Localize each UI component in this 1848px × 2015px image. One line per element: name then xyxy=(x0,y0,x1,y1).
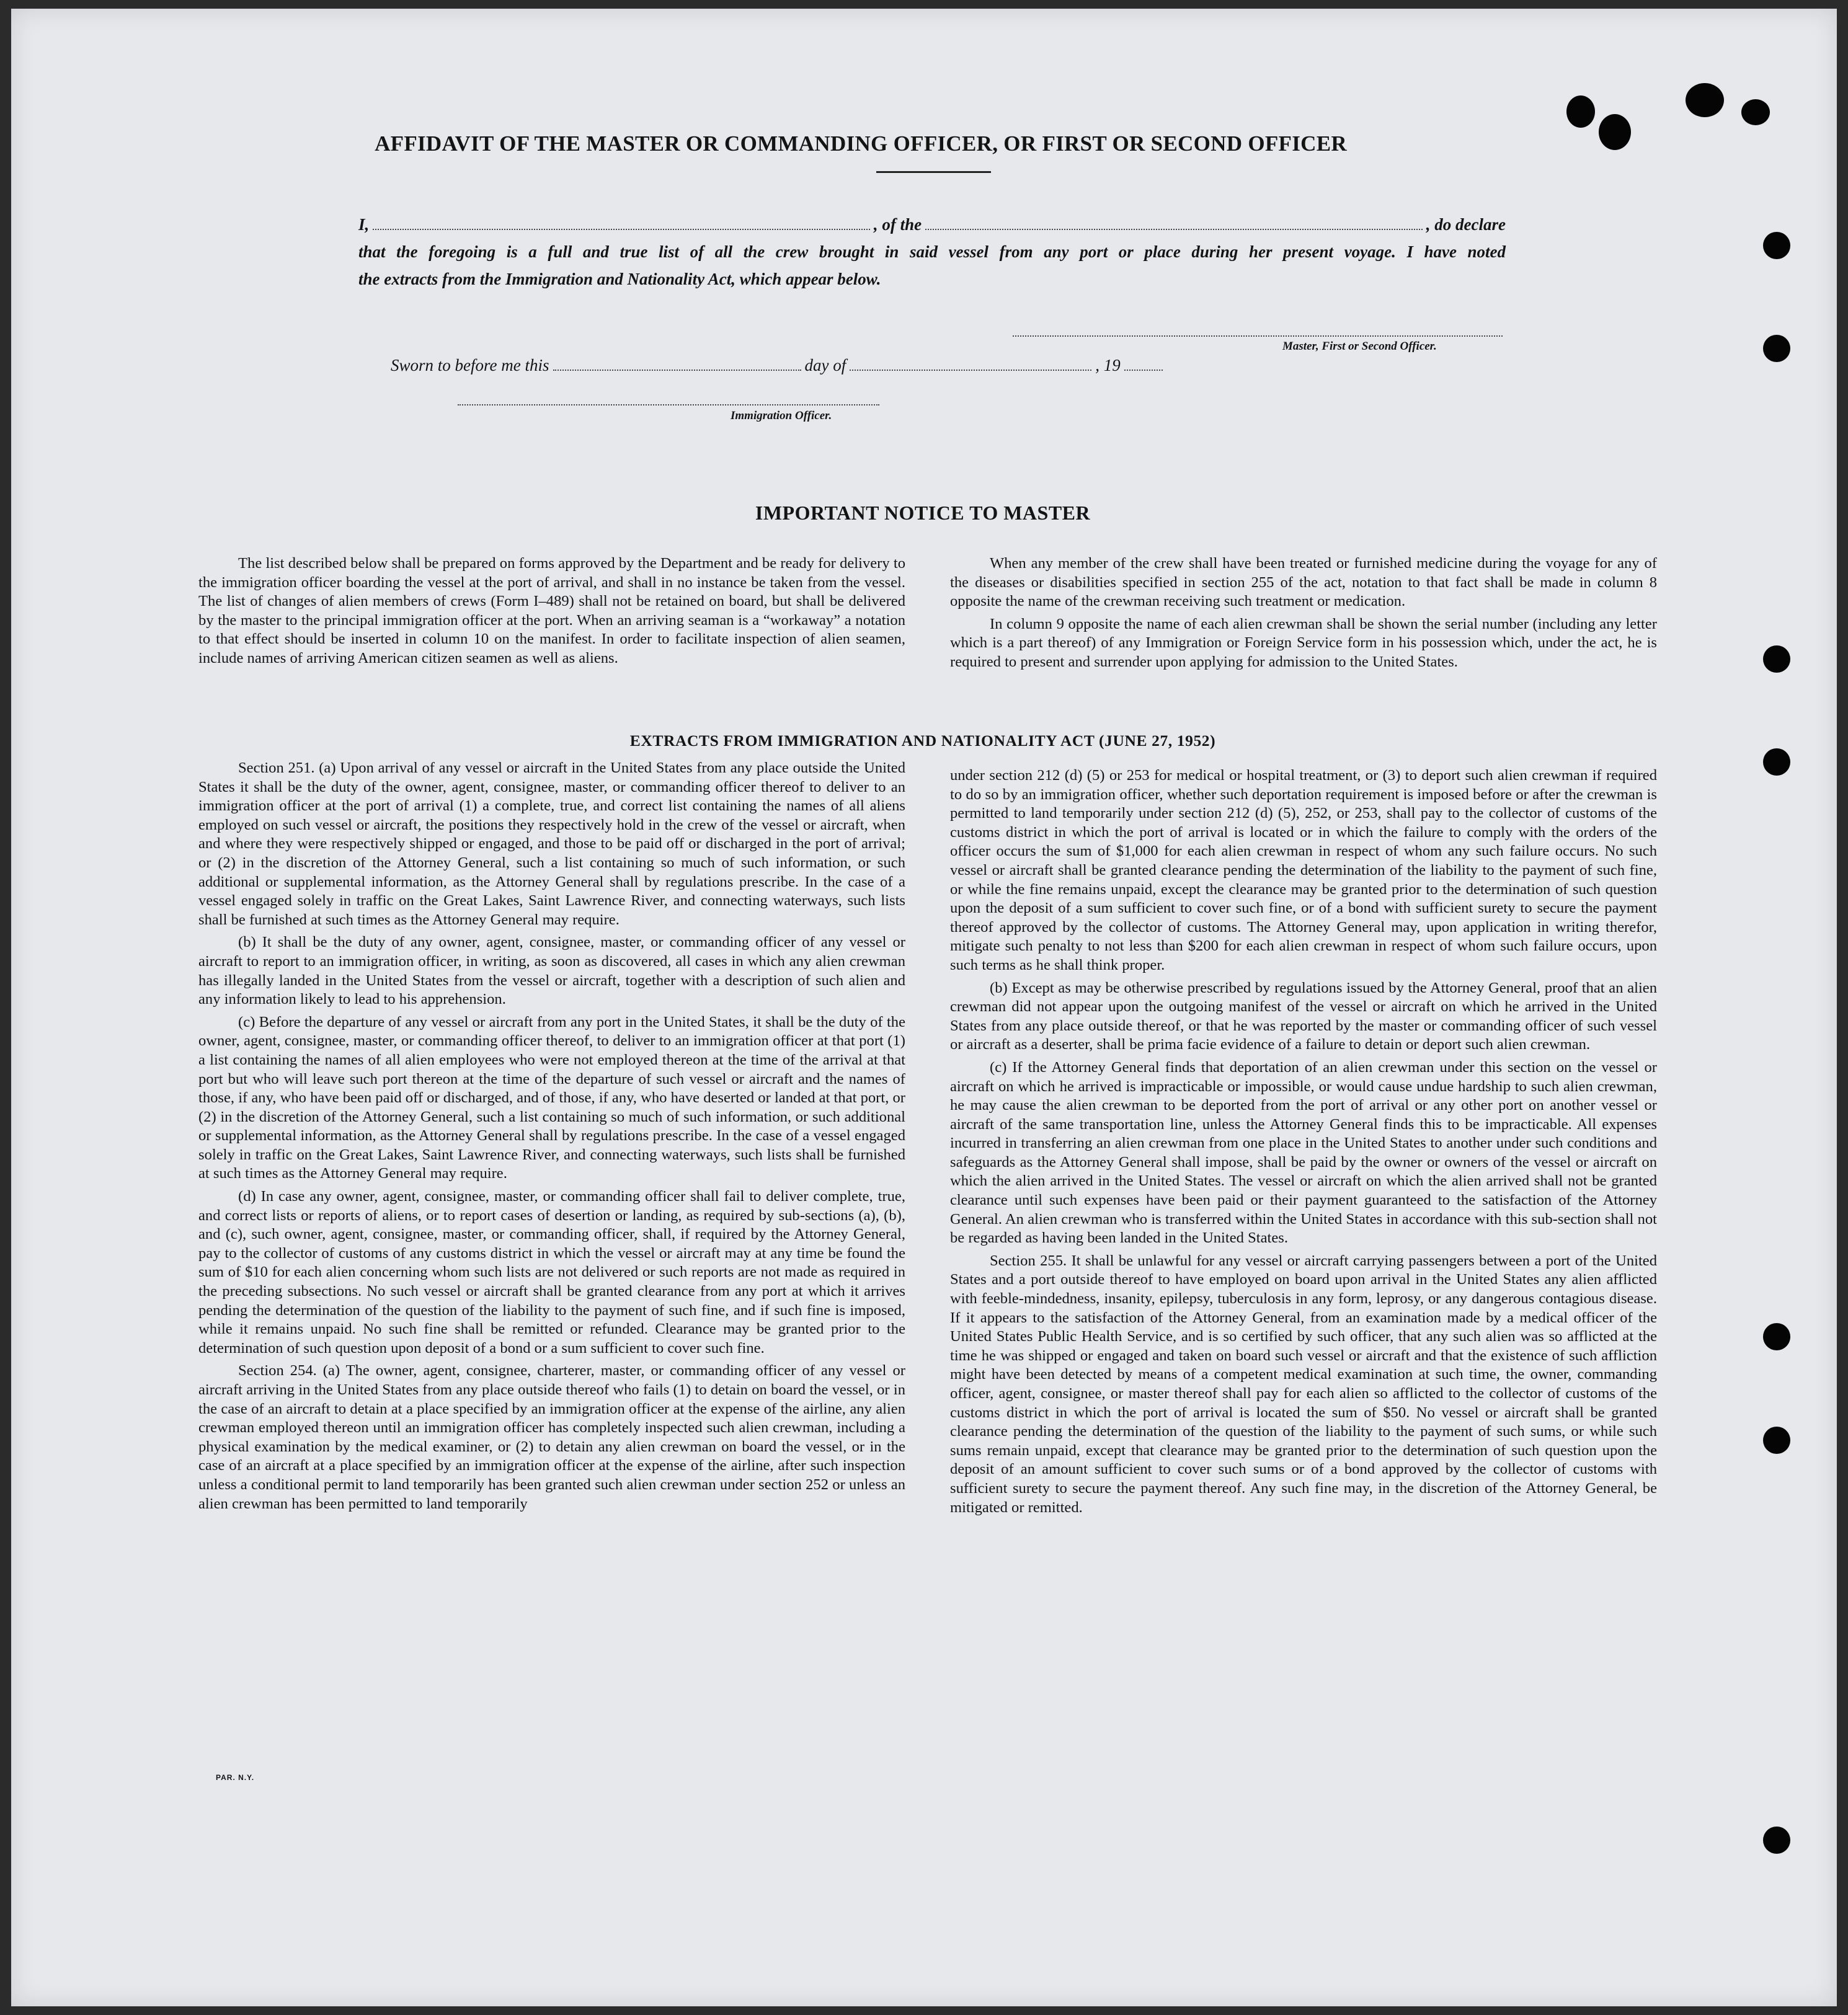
punch-hole xyxy=(1763,232,1790,259)
punch-hole xyxy=(1763,1827,1790,1854)
extracts-left-column xyxy=(198,759,905,1517)
affidavit-title: AFFIDAVIT OF THE MASTER OR COMMANDING OFFICER, OR FIRST OR SECOND OFFICER xyxy=(375,131,1347,156)
punch-hole xyxy=(1763,1323,1790,1350)
of-the-label: , of the xyxy=(873,215,922,234)
title-rule xyxy=(876,171,991,173)
punch-hole xyxy=(1763,335,1790,362)
extracts-right-column xyxy=(950,766,1657,1521)
section-paragraph: (c) Before the departure of any vessel or aircraft from any port in the United States, it shall be the duty of the owner, agent, consignee, master, or commanding officer thereof, to deliver to an immigration officer at that port (1) a list containing the names of all alien employees who were not employed thereon at the time of the arrival at that port but who will leave such port thereon at the time of the departure of such vessel or aircraft and the names of those, if any, who have been paid off or discharged, and of those, if any, who have deserted or landed at that port, or (2) in the discretion of the Attorney General, such a list containing so much of such information, or such additional or supplemental information, as the Attorney General shall by regulations prescribe. In the case of a vessel engaged solely in traffic on the Great Lakes, Saint Lawrence River, and connecting waterways, such lists shall be furnished at such times as the Attorney General may require. xyxy=(198,1013,905,1182)
ink-blot xyxy=(1599,114,1631,150)
sworn-line xyxy=(391,356,1234,375)
do-declare-label: , do declare xyxy=(1426,215,1506,234)
sworn-day-field[interactable] xyxy=(553,356,801,371)
section-paragraph: Section 251. (a) Upon arrival of any vessel or aircraft in the United States from any place outside the United States it shall be the duty of the owner, agent, consignee, master, or commanding officer thereof to deliver to an immigration officer at the port of arrival (1) a complete, true, and correct list containing the names of all aliens employed on such vessel or aircraft, the positions they respectively hold in the crew of the vessel or aircraft, when and where they were respectively shipped or engaged, and those to be paid off or discharged in the port of arrival; or (2) in the discretion of the Attorney General, such a list containing so much of such information, or such additional or supplemental information, as the Attorney General shall by regulations prescribe. In the case of a vessel engaged solely in traffic on the Great Lakes, Saint Lawrence River, and connecting waterways, such lists shall be furnished at such times as the Attorney General may require. xyxy=(198,760,905,928)
notice-title: IMPORTANT NOTICE TO MASTER xyxy=(755,502,1091,524)
i-label: I, xyxy=(358,215,370,234)
section-paragraph: (c) If the Attorney General finds that deportation of an alien crewman under this section on the vessel or aircraft on which he arrived is impracticable or impossible, or would cause undue hardship to such alien crewman, he may cause the alien crewman to be deported from the port of arrival or any other port on another vessel or aircraft of the same transportation line, unless the Attorney General finds this to be impracticable. All expenses incurred in transferring an alien crewman from one place in the United States to another under such conditions and safeguards as the Attorney General shall impose, shall be paid by the owner or owners of the vessel or aircraft on which the alien arrived in the United States. The vessel or aircraft on which the alien arrived shall not be granted clearance until such expenses have been paid or their payment guaranteed to the satisfaction of the Attorney General. An alien crewman who is transferred within the United States in accordance with this sub-section shall not be regarded as having been landed in the United States. xyxy=(950,1058,1657,1247)
officer-signature-line[interactable] xyxy=(458,404,879,405)
printer-mark: PAR. N.Y. xyxy=(216,1773,255,1782)
sworn-month-field[interactable] xyxy=(850,356,1091,371)
section-paragraph: Section 254. (a) The owner, agent, consignee, charterer, master, or commanding officer of any vessel or aircraft arriving in the United States from any place outside thereof who fails (1) to detain on board the vessel, or in the case of an aircraft to detain at a place specified by an immigration officer at the expense of the airline, any alien crewman employed thereon until an immigration officer has completely inspected such alien crewman, including a physical examination by the medical examiner, or (2) to detain any alien crewman on board the vessel, or in the case of an aircraft at a place specified by an immigration officer at the expense of the airline, after such inspection unless a conditional permit to land temporarily has been granted such alien crewman under section 252 or unless an alien crewman has been permitted to land temporarily xyxy=(198,1362,905,1512)
sworn-year-field[interactable] xyxy=(1124,356,1163,371)
section-paragraph: (b) Except as may be otherwise prescribed by regulations issued by the Attorney General, proof that an alien crewman did not appear upon the outgoing manifest of the vessel or aircraft on which he arrived in the United States from any place outside thereof, or that he was reported by the master or commanding officer of such vessel or aircraft as a deserter, shall be prima facie evidence of a failure to detain or deport such alien crewman. xyxy=(950,979,1657,1053)
statement-line-2: the extracts from the Immigration and Nationality Act, which appear below. xyxy=(358,270,881,288)
extracts-title: EXTRACTS FROM IMMIGRATION AND NATIONALITY ACT (JUNE 27, 1952) xyxy=(629,732,1216,750)
form-page xyxy=(11,9,1837,2006)
notice-left-column xyxy=(198,554,905,672)
sworn-label: Sworn to before me this xyxy=(391,356,549,374)
punch-hole xyxy=(1763,1427,1790,1454)
punch-hole xyxy=(1763,748,1790,776)
notice-paragraph: When any member of the crew shall have been treated or furnished medicine during the voyage for any of the diseases or disabilities specified in section 255 of the act, notation to that fact shall be made in column 8 opposite the name of the crewman receiving such treatment or medication. xyxy=(950,555,1657,610)
notice-paragraph: In column 9 opposite the name of each alien crewman shall be shown the serial number (including any letter which is a part thereof) of any Immigration or Foreign Service form in his possession which, under the act, he is required to present and surrender upon applying for admission to the United States. xyxy=(950,615,1657,670)
section-paragraph: (b) It shall be the duty of any owner, agent, consignee, master, or commanding officer of any vessel or aircraft to report to an immigration officer, in writing, as soon as discovered, all cases in which any alien crewman has illegally landed in the United States from the vessel or aircraft, together with a description of such alien and any information likely to lead to his apprehension. xyxy=(198,934,905,1008)
section-paragraph: Section 255. It shall be unlawful for any vessel or aircraft carrying passengers between a port of the United States and a port outside thereof to have employed on board upon arrival in the United States any alien afflicted with feeble-mindedness, insanity, epilepsy, tuberculosis in any form, leprosy, or any dangerous contagious disease. If it appears to the satisfaction of the Attorney General, from an examination made by a medical officer of the United States Public Health Service, and is so certified by such officer, that any such alien was so afflicted at the time he was shipped or engaged and taken on board such vessel or aircraft and that the existence of such affliction might have been detected by means of a competent medical examination at such time, the owner, commanding officer, agent, consignee, or master thereof shall pay for each alien so afflicted to the collector of customs of the customs district in which the port of arrival is located the sum of $50. No vessel or aircraft shall be granted clearance pending the determination of the question of the liability to the payment of such sums, or while such sums remain unpaid, except that clearance may be granted prior to the determination of such question upon the deposit of an amount sufficient to cover such sums or of a bond approved by the collector of customs with sufficient surety to secure the payment thereof. Any such fine may, in the discretion of the Attorney General, be mitigated or remitted. xyxy=(950,1252,1657,1516)
declaration-block xyxy=(358,211,1506,293)
master-signature-line[interactable] xyxy=(1013,335,1503,337)
officer-caption: Immigration Officer. xyxy=(731,409,832,422)
notice-paragraph: The list described below shall be prepared on forms approved by the Department and be ready for delivery to the immigration officer boarding the vessel at the port of arrival, and shall in no instance be taken from the vessel. The list of changes of alien members of crews (Form I–489) shall not be retained on board, but shall be delivered by the master to the principal immigration officer at the port. When an arriving seaman is a “workaway” a notation to that effect should be inserted in column 10 on the manifest. In order to facilitate inspection of alien seamen, include names of arriving American citizen seamen as well as aliens. xyxy=(198,555,905,666)
statement-line-1: that the foregoing is a full and true list of all the crew brought in said vessel from any port or place during her present voyage. I have noted xyxy=(358,242,1506,261)
master-caption: Master, First or Second Officer. xyxy=(1282,340,1437,353)
notice-right-column xyxy=(950,554,1657,676)
punch-hole xyxy=(1763,645,1790,673)
ink-blot xyxy=(1686,83,1724,117)
section-paragraph: under section 212 (d) (5) or 253 for medical or hospital treatment, or (3) to deport such alien crewman if required to do so by an immigration officer, whether such deportation requirement is imposed before or after the crewman is permitted to land temporarily under section 212 (d) (5), 252, or 253, shall pay to the collector of customs of the customs district in which the port of arrival is located or in which the failure to comply with the orders of the officer occurs the sum of $1,000 for each alien crewman in respect of whom any such failure occurs. No such vessel or aircraft shall be granted clearance pending the determination of the liability to the payment of such fine, or while the fine remains unpaid, except the clearance may be granted prior to the determination of such question upon the deposit of a sum sufficient to cover such fine, or of a bond with sufficient surety to secure the payment thereof approved by the collector of customs. The Attorney General may, upon application in writing therefor, mitigate such penalty to not less than $200 for each alien crewman in respect of whom such failure occurs, upon such terms as he shall think proper. xyxy=(950,767,1657,973)
day-of-label: day of xyxy=(804,356,846,374)
vessel-field[interactable] xyxy=(925,214,1423,230)
ink-blot xyxy=(1741,99,1770,125)
year-label: , 19 xyxy=(1095,356,1121,374)
section-paragraph: (d) In case any owner, agent, consignee, master, or commanding officer shall fail to deliver complete, true, and correct lists or reports of aliens, or to report cases of desertion or landing, as required by sub-sections (a), (b), and (c), such owner, agent, consignee, master, or commanding officer, shall, if required by the Attorney General, pay to the collector of customs of any customs district in which the vessel or aircraft may at any time be found the sum of $10 for each alien concerning whom such lists are not delivered or such reports are not made as required in the preceding subsections. No such vessel or aircraft shall be granted clearance from any port at which it arrives pending the determination of the question of the liability to the payment of such fine, and if such fine is imposed, while it remains unpaid. No such fine shall be remitted or refunded. Clearance may be granted prior to the determination of such question upon deposit of a bond or a sum sufficient to cover such fine. xyxy=(198,1188,905,1357)
name-field[interactable] xyxy=(373,214,870,230)
ink-blot xyxy=(1566,95,1595,128)
